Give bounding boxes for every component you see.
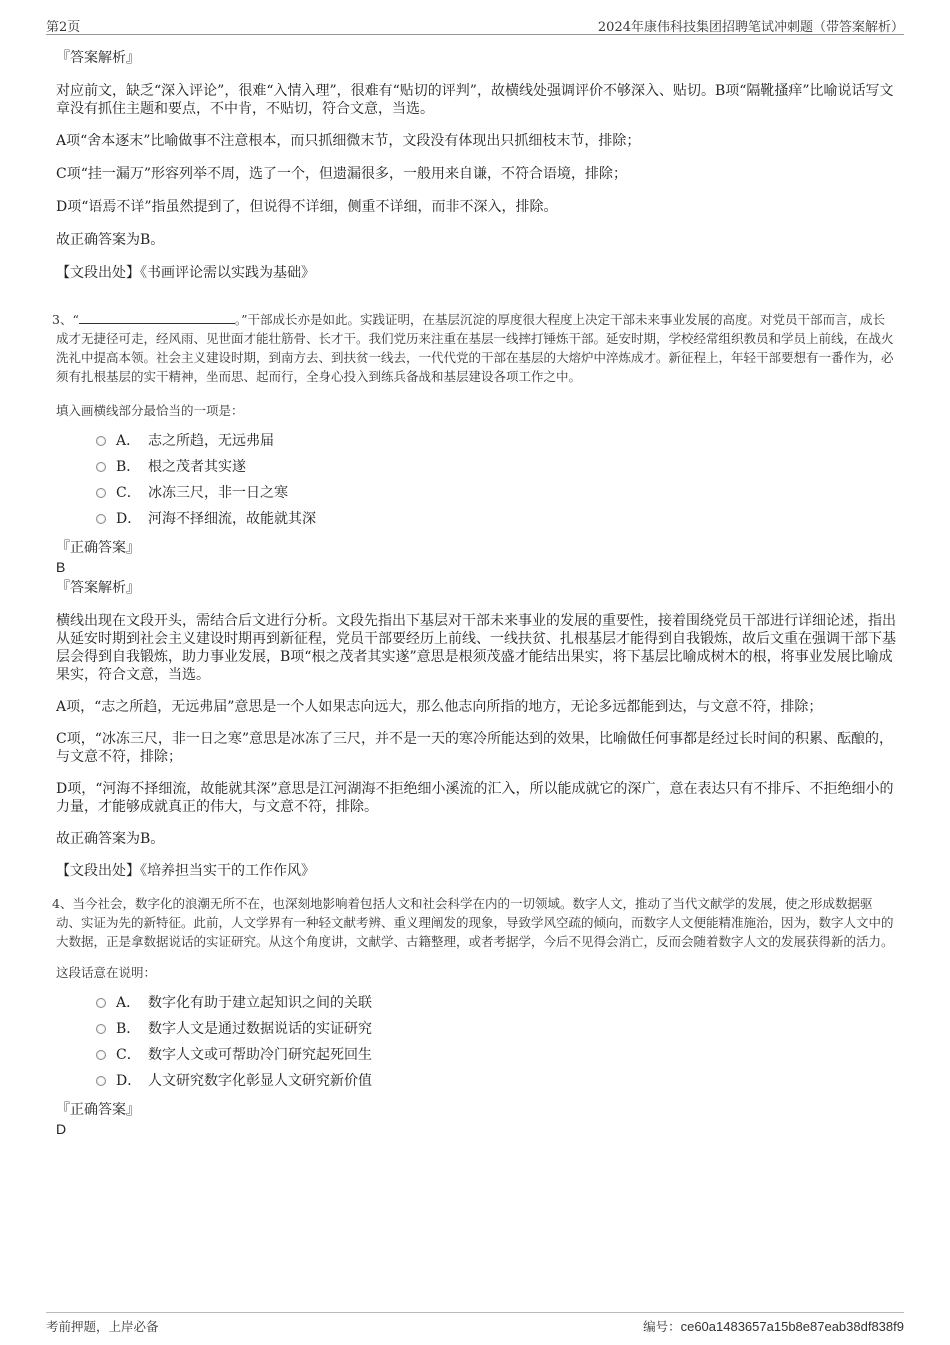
q3-analysis-label: 『答案解析』: [56, 580, 140, 596]
q2-analysis-c: C项“挂一漏万”形容列举不周，选了一个，但遗漏很多，一般用来自谦，不符合语境，排除；: [56, 166, 628, 182]
page-footer: [46, 1312, 904, 1335]
footer-slogan: 考前押题，上岸必备: [46, 1319, 159, 1334]
q2-analysis-d: D项“语焉不详”指虽然提到了，但说得不详细，侧重不详细，而非不深入，排除。: [56, 199, 558, 215]
option-text: 志之所趋，无远弗届: [148, 433, 274, 449]
option-letter: A．: [116, 433, 141, 449]
q3-analysis-c: C项，“冰冻三尺，非一日之寒”意思是冰冻了三尺，并不是一天的寒冷所能达到的效果，比喻做任何事都是经过长时间的积累、酝酿的，与文意不符，排除；: [56, 731, 894, 765]
radio-icon[interactable]: [96, 462, 106, 472]
q3-analysis-d: D项，“河海不择细流，故能就其深”意思是江河湖海不拒绝细小溪流的汇入，所以能成就它的深广，意在表达只有不排斥、不拒绝细小的力量，才能够成就真正的伟大，与文意不符，排除。: [56, 781, 894, 815]
option-letter: C．: [116, 1047, 141, 1063]
q2-source: 【文段出处】《书画评论需以实践为基础》: [56, 265, 315, 281]
q3-stem: [52, 310, 896, 386]
q3-answer: B: [56, 559, 66, 575]
option-letter: D．: [116, 511, 142, 527]
q3-option-c[interactable]: [96, 480, 896, 506]
option-letter: D．: [116, 1073, 142, 1089]
radio-icon[interactable]: [96, 998, 106, 1008]
q3-option-b[interactable]: [96, 454, 896, 480]
option-letter: B．: [116, 459, 141, 475]
radio-icon[interactable]: [96, 1076, 106, 1086]
q4-option-b[interactable]: [96, 1016, 896, 1042]
page-number: 第2页: [46, 20, 81, 35]
q3-options: [96, 428, 896, 532]
q4-option-c[interactable]: [96, 1042, 896, 1068]
q2-analysis-label: 『答案解析』: [56, 50, 140, 66]
option-text: 冰冻三尺，非一日之寒: [148, 485, 288, 501]
footer-code-value: ce60a1483657a15b8e87eab38df838f9: [680, 1319, 904, 1334]
q4-stem: 4、当今社会，数字化的浪潮无所不在，也深刻地影响着包括人文和社会科学在内的一切领域。数字人文，推动了当代文献学的发展，使之形成数据驱动、实证为先的新特征。此前，人文学界有一种轻文献考辨、重义理阐发的现象，导致学风空疏的倾向，而数字人文便能精准施治，因为，数字人文中的大数据，正是拿数据说话的实证研究。从这个角度讲，文献学、古籍整理，或者考据学，今后不见得会消亡，反而会随着数字人文的发展获得新的活力。: [52, 896, 894, 949]
document-title: 2024年康伟科技集团招聘笔试冲刺题（带答案解析）: [597, 20, 904, 35]
q4-option-a[interactable]: [96, 990, 896, 1016]
radio-icon[interactable]: [96, 514, 106, 524]
option-text: 河海不择细流，故能就其深: [148, 511, 316, 527]
q3-option-a[interactable]: [96, 428, 896, 454]
q4-option-d[interactable]: [96, 1068, 896, 1094]
q2-analysis-p1: 对应前文，缺乏“深入评论”，很难“入情入理”，很难有“贴切的评判”，故横线处强调评价不够深入、贴切。B项“隔靴搔痒”比喻说话写文章没有抓住主题和要点，不中肯，不贴切，符合文意，当选。: [56, 83, 894, 117]
option-letter: A．: [116, 995, 141, 1011]
q4-answer-label: 『正确答案』: [56, 1102, 140, 1118]
q3-stem-prefix: 3、“: [52, 312, 79, 327]
option-text: 数字人文是通过数据说话的实证研究: [148, 1021, 372, 1037]
option-text: 数字化有助于建立起知识之间的关联: [148, 995, 372, 1011]
option-text: 数字人文或可帮助冷门研究起死回生: [148, 1047, 372, 1063]
page-header: [46, 16, 904, 35]
radio-icon[interactable]: [96, 488, 106, 498]
q3-source: 【文段出处】《培养担当实干的工作作风》: [56, 863, 315, 879]
page-content: [52, 46, 896, 1138]
q3-blank: [79, 311, 235, 324]
q3-analysis-a: A项，“志之所趋，无远弗届”意思是一个人如果志向远大，那么他志向所指的地方，无论多远都能到达，与文意不符，排除；: [56, 699, 823, 715]
q3-conclusion: 故正确答案为B。: [56, 831, 165, 847]
option-text: 根之茂者其实遂: [148, 459, 246, 475]
q2-analysis-a: A项“舍本逐末”比喻做事不注意根本，而只抓细微末节，文段没有体现出只抓细枝末节，排除；: [56, 133, 641, 149]
radio-icon[interactable]: [96, 1024, 106, 1034]
option-letter: C．: [116, 485, 141, 501]
q3-prompt: 填入画横线部分最恰当的一项是：: [56, 403, 244, 418]
option-text: 人文研究数字化彰显人文研究新价值: [148, 1073, 372, 1089]
q3-option-d[interactable]: [96, 506, 896, 532]
footer-code: [643, 1317, 904, 1335]
radio-icon[interactable]: [96, 1050, 106, 1060]
q3-stem-text: 。”干部成长亦是如此。实践证明，在基层沉淀的厚度很大程度上决定干部未来事业发展的高度。对党员干部而言，成长成才无捷径可走，经风雨、见世面才能壮筋骨、长才干。我们党历来注重在基层一线摔打锤炼干部。延安时期，学校经常组织教员和学员上前线，在战火洗礼中提高本领。社会主义建设时期，到南方去、到扶贫一线去，一代代党的干部在基层的大熔炉中淬炼成才。新征程上，年轻干部要想有一番作为，必须有扎根基层的实干精神，坐而思、起而行，全身心投入到练兵备战和基层建设各项工作之中。: [56, 312, 894, 384]
q3-answer-label: 『正确答案』: [56, 540, 140, 556]
footer-code-label: 编号：: [643, 1319, 681, 1334]
q2-conclusion: 故正确答案为B。: [56, 232, 165, 248]
q4-prompt: 这段话意在说明：: [56, 965, 157, 980]
q3-analysis-p1: 横线出现在文段开头，需结合后文进行分析。文段先指出下基层对干部未来事业的发展的重要性，接着围绕党员干部进行详细论述，指出从延安时期到社会主义建设时期再到新征程，党员干部要经历上前线、一线扶贫、扎根基层才能得到自我锻炼，故后文重在强调干部下基层会得到自我锻炼，助力事业发展，B项“根之茂者其实遂”意思是根须茂盛才能结出果实，将下基层比喻成树木的根，将事业发展比喻成果实，符合文意，当选。: [56, 613, 896, 683]
radio-icon[interactable]: [96, 436, 106, 446]
q4-options: [96, 990, 896, 1094]
q4-answer: D: [56, 1121, 67, 1137]
option-letter: B．: [116, 1021, 141, 1037]
